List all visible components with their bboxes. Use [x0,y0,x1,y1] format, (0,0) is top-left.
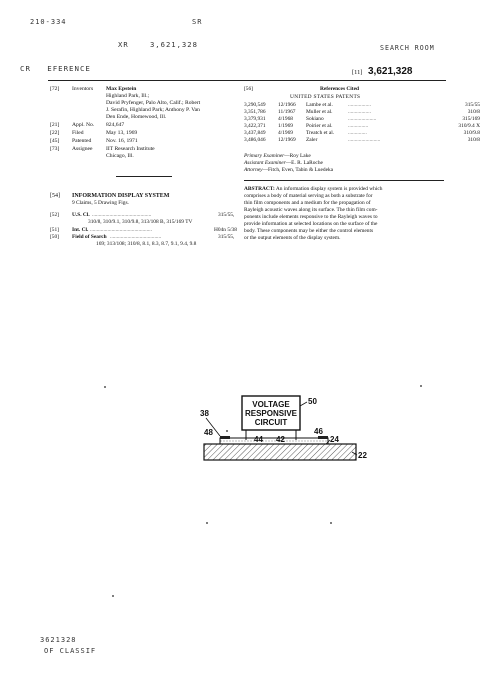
biblio-field-value: David Pryfenger, Palo Alto, Calif.; Robert [106,100,201,106]
ref-patent-number: 3,422,371 [244,123,266,129]
primary-examiner [244,153,311,160]
ref-label-24: 24 [330,435,339,444]
biblio-field-value: Den Ende, Homewood, Ill. [106,114,167,120]
biblio-block [50,86,240,168]
abstract-line-7: or the output elements of the display system. [244,235,341,241]
reference-row [244,130,480,137]
search-room-stamp: SEARCH ROOM [380,44,435,52]
us-class-code: [52] [50,212,59,218]
us-class-dots: ............................................ [92,212,152,218]
ref-label-38: 38 [200,409,209,418]
assistant-examiner-name: —E. R. LaRoche [285,160,323,166]
electrode-left [220,436,230,439]
attorney-name: —Fitch, Even, Tabin & Luedeka [262,167,334,173]
substrate-body [204,444,356,460]
biblio-field [50,138,240,145]
circuit-label-line3: CIRCUIT [254,418,288,427]
ref-dots: ................. [348,109,371,115]
abstract-line-0-text: An information display system is provided which [275,186,383,192]
ref-inventor: Sokiano [306,116,324,122]
biblio-field-value: IIT Research Institute [106,146,155,152]
ref-patent-number: 3,437,849 [244,130,266,136]
field-of-search-value: 315/55, [218,234,235,240]
scan-speck [112,595,114,597]
ref-leader-50 [300,402,307,406]
ref-inventor: Muller et al. [306,109,333,115]
primary-examiner-name: —Roy Lake [284,153,311,159]
reference-row [244,102,480,109]
ref-label-48: 48 [204,428,213,437]
biblio-field-label: Assignee [72,146,93,152]
ref-inventor: Lambe et al. [306,102,333,108]
references-code: [56] [244,86,253,92]
title-code: [54] [50,193,60,199]
scan-speck [420,385,422,387]
scan-mark-bottom-number: 3621328 [40,636,77,644]
primary-examiner-label: Primary Examiner [244,153,285,159]
scan-speck [104,386,106,388]
ref-date: 1/1969 [278,123,293,129]
scan-mark-bottom-classif: OF CLASSIF [44,647,97,655]
references-heading: References Cited [320,86,359,92]
scan-speck [226,430,228,432]
biblio-field [50,86,240,121]
abstract-line-0 [244,186,448,193]
abstract-line-2: thin film components and a medium for the propagation of [244,200,371,206]
ref-class: 310/8 [467,137,480,143]
int-class-code: [51] [50,227,59,233]
ref-dots: ................. [348,102,371,108]
int-class-label: Int. Cl. [72,227,89,233]
scan-mark-xr-line: XR 3,621,328 [118,40,198,49]
ref-class: 310/9.4 X [458,123,480,129]
biblio-field-code: [73] [50,146,60,152]
int-class-dots: .............................................. [90,227,152,233]
ref-inventor: Treatch et al. [306,130,335,136]
scan-mark-top-mid: SR [192,18,203,26]
biblio-field-code: [22] [50,130,60,136]
ref-class: 310/9.8 [463,130,480,136]
ref-dots: ..................... [348,116,377,122]
ref-class: 315/55 [465,102,480,108]
ref-date: 4/1969 [278,130,293,136]
scan-mark-cr-line: CR EFERENCE [20,64,91,73]
ref-dots: ............... [348,123,369,129]
attorney [244,167,333,174]
ref-date: 12/1969 [278,137,296,143]
abstract-line-1: comprises a body of material serving as both a substrate for [244,193,373,199]
biblio-field-code: [72] [50,86,60,92]
abstract-label: ABSTRACT: [244,186,275,192]
biblio-field [50,122,240,129]
field-of-search-continuation: 169; 313/108; 310/8, 8.1, 8.3, 8.7, 9.1, 9.4, 9.8 [96,241,197,247]
reference-row [244,123,480,130]
biblio-field-label: Appl. No. [72,122,95,128]
references-subheading: UNITED STATES PATENTS [290,94,361,100]
ref-label-22: 22 [358,451,367,460]
references-table [244,102,484,148]
us-class-value: 315/55, [218,212,235,218]
biblio-field-label: Inventors [72,86,94,92]
reference-row [244,116,480,123]
assistant-examiner-label: Assistant Examiner [244,160,286,166]
ref-date: 11/1967 [278,109,296,115]
attorney-label: Attorney [244,167,263,173]
biblio-field [50,130,240,137]
abstract-line-4: ponents include elements responsive to the Rayleigh waves to [244,214,378,220]
biblio-field-value: Chicago, Ill. [106,153,134,159]
scan-speck [330,522,332,524]
ref-patent-number: 3,379,931 [244,116,266,122]
biblio-field-value: 824,647 [106,122,125,128]
abstract-divider [244,180,444,181]
ref-class: 315/169 [462,116,480,122]
biblio-field-value: Max Epstein [106,86,137,92]
ref-patent-number: 3,351,786 [244,109,266,115]
ref-class: 310/8 [467,109,480,115]
reference-row [244,137,480,144]
us-class-label: U.S. Cl. [72,212,90,218]
header-rule [48,80,446,81]
biblio-field-label: Patented [72,138,92,144]
ref-label-46: 46 [314,427,323,436]
biblio-field-value: Nov. 16, 1971 [106,138,138,144]
ref-date: 12/1966 [278,102,296,108]
ref-dots: .............. [348,130,367,136]
patent-number: 3,621,328 [368,66,413,77]
abstract-line-6: body. These components may be either the control elements [244,228,374,234]
biblio-field [50,146,240,160]
biblio-field-value: May 13, 1969 [106,130,138,136]
ref-label-42: 42 [276,435,285,444]
ref-inventor: Poirier et al. [306,123,333,129]
ref-dots: ........................ [348,137,381,143]
ref-label-44: 44 [254,435,263,444]
assistant-examiner [244,160,323,167]
electrode-right [318,436,328,439]
field-of-search-dots: ...................................... [110,234,162,240]
circuit-label-line1: VOLTAGE [252,400,290,409]
patent-title: INFORMATION DISPLAY SYSTEM [72,193,170,199]
biblio-field-code: [21] [50,122,60,128]
ref-patent-number: 3,290,549 [244,102,266,108]
us-class-continuation: 310/8, 310/9.1, 310/9.8, 313/108 B, 315/169 TV [88,219,193,225]
biblio-field-value: Highland Park, Ill.; [106,93,150,99]
ref-label-50: 50 [308,397,317,406]
biblio-divider [116,176,172,177]
abstract [244,186,448,242]
biblio-field-label: Filed [72,130,84,136]
scan-mark-top-left: 210-334 [30,18,67,26]
abstract-line-5: provide information at selected locations on the surface of the [244,221,378,227]
biblio-field-code: [45] [50,138,60,144]
circuit-label-line2: RESPONSIVE [244,409,298,418]
patent-figure [190,392,370,482]
ref-date: 4/1968 [278,116,293,122]
thin-film-layer [220,438,328,444]
patent-number-code: [11] [352,69,363,76]
claims-line: 9 Claims, 5 Drawing Figs. [72,200,129,206]
ref-patent-number: 3,486,046 [244,137,266,143]
field-of-search-label: Field of Search [72,234,107,240]
reference-row [244,109,480,116]
ref-inventor: Zaler [306,137,318,143]
field-of-search-code: [50] [50,234,59,240]
biblio-field-value: J. Serafin, Highland Park; Anthony P. Van [106,107,200,113]
abstract-line-3: Rayleigh acoustic waves along its surface. The thin film com- [244,207,378,213]
int-class-value: H04n 5/38 [214,227,237,233]
scan-speck [206,522,208,524]
